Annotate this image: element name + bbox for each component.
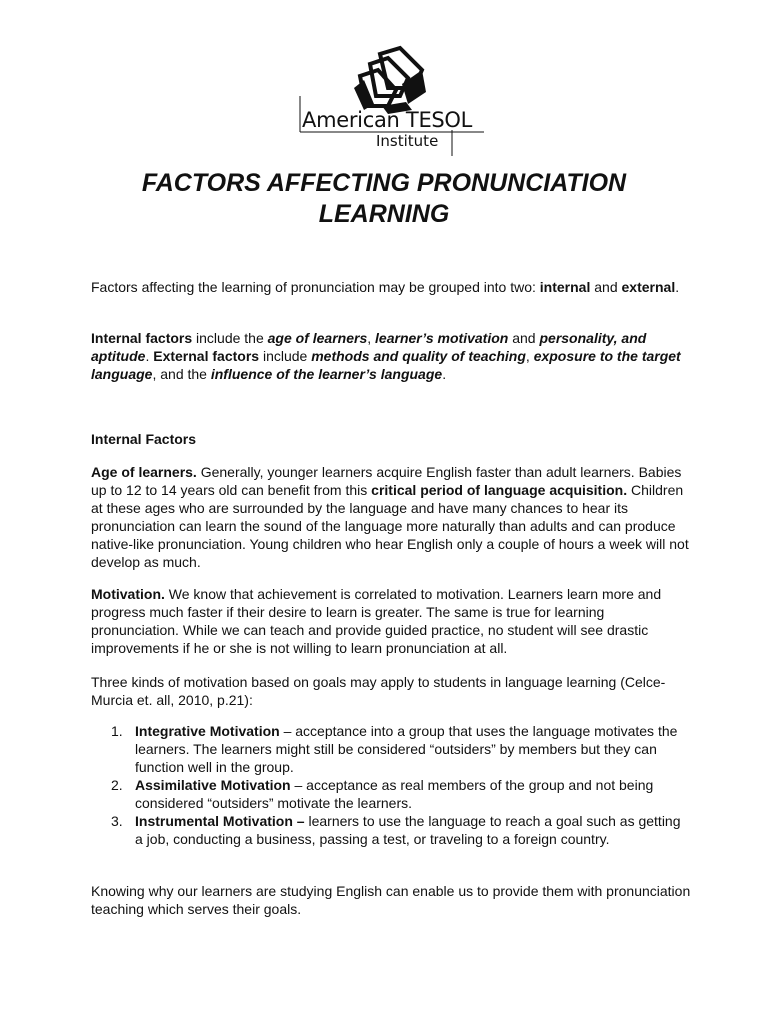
intro-text-2: and: [590, 279, 622, 295]
motivation-list: [91, 722, 691, 848]
list-number: 3.: [111, 813, 123, 829]
internal-factors-heading: Internal Factors: [91, 431, 197, 447]
list-item-text: – acceptance as real members of the group and not being considered “outsiders” motivate the learners.: [135, 777, 654, 811]
factors-text-2: ,: [367, 330, 376, 346]
list-item: [91, 776, 691, 812]
influence-term: influence of the learner’s language: [210, 366, 443, 382]
age-text-2: Children at these ages who are surrounded by the language and have many chances to hear its pronunciation can learn the sound of the language more naturally than adults and can produce native-like pronunciation. Young children who hear English only a couple of hours a week will not develop as much.: [91, 482, 689, 570]
list-item-term: Integrative Motivation: [135, 723, 280, 739]
list-item-text: learners to use the language to reach a goal such as getting a job, conducting a business, passing a test, or traveling to a foreign country.: [135, 813, 681, 847]
three-kinds-paragraph: Three kinds of motivation based on goals may apply to students in language learning (Celce-Murcia et. all, 2010, p.21):: [91, 674, 666, 708]
factors-text-7: , and the: [152, 366, 211, 382]
motivation-text: We know that achievement is correlated to motivation. Learners learn more and progress much faster if their desire to learn is greater. The same is true for learning pronunciation. While we can teach and provide guided practice, no student will see drastic improvements if he or she is not willing to learn pronunciation at all.: [91, 586, 662, 656]
internal-factors-term: Internal factors: [91, 330, 193, 346]
factors-text-5: include: [259, 348, 312, 364]
page-title: [70, 168, 698, 230]
list-item: [91, 722, 691, 776]
factors-text-3: and: [508, 330, 540, 346]
exposure-term: exposure to the target language: [91, 348, 681, 382]
intro-internal: internal: [539, 279, 591, 295]
personality-aptitude-term: personality, and aptitude: [91, 330, 647, 364]
closing-paragraph: Knowing why our learners are studying English can enable us to provide them with pronunciation teaching which serves their goals.: [91, 883, 691, 917]
factors-text-6: ,: [525, 348, 534, 364]
list-item-term: Assimilative Motivation: [135, 777, 291, 793]
age-text-1: Generally, younger learners acquire English faster than adult learners. Babies up to 12 to 14 years old can benefit from this: [91, 464, 682, 498]
american-tesol-logo: [284, 44, 504, 160]
age-of-learners-term: age of learners: [267, 330, 368, 346]
list-item-term: Instrumental Motivation –: [135, 813, 305, 829]
motivation-heading: Motivation.: [91, 586, 165, 602]
factors-text-8: .: [442, 366, 447, 382]
intro-external: external: [621, 279, 676, 295]
title-line-1: FACTORS AFFECTING PRONUNCIATION: [141, 169, 627, 197]
motivation-paragraph: [91, 585, 691, 657]
factors-text-4: .: [145, 348, 154, 364]
list-item-text: – acceptance into a group that uses the language motivates the learners. The learners might still be considered “outsiders” by members but they can function well in the group.: [135, 723, 678, 775]
list-item: [91, 812, 691, 848]
list-number: 1.: [111, 723, 123, 739]
intro-text-3: .: [675, 279, 680, 295]
methods-quality-term: methods and quality of teaching: [311, 348, 526, 364]
logo-name: American TESOL: [302, 108, 473, 132]
title-line-2: LEARNING: [318, 200, 450, 228]
list-number: 2.: [111, 777, 123, 793]
age-paragraph: [91, 463, 691, 571]
age-heading: Age of learners.: [91, 464, 197, 480]
factors-paragraph: [91, 329, 691, 383]
factors-text-1: include the: [192, 330, 268, 346]
external-factors-term: External factors: [153, 348, 260, 364]
intro-paragraph: [91, 278, 691, 296]
critical-period-term: critical period of language acquisition.: [371, 482, 628, 498]
intro-text-1: Factors affecting the learning of pronunciation may be grouped into two:: [91, 279, 540, 295]
logo-subtitle: Institute: [376, 132, 439, 150]
learners-motivation-term: learner’s motivation: [375, 330, 509, 346]
